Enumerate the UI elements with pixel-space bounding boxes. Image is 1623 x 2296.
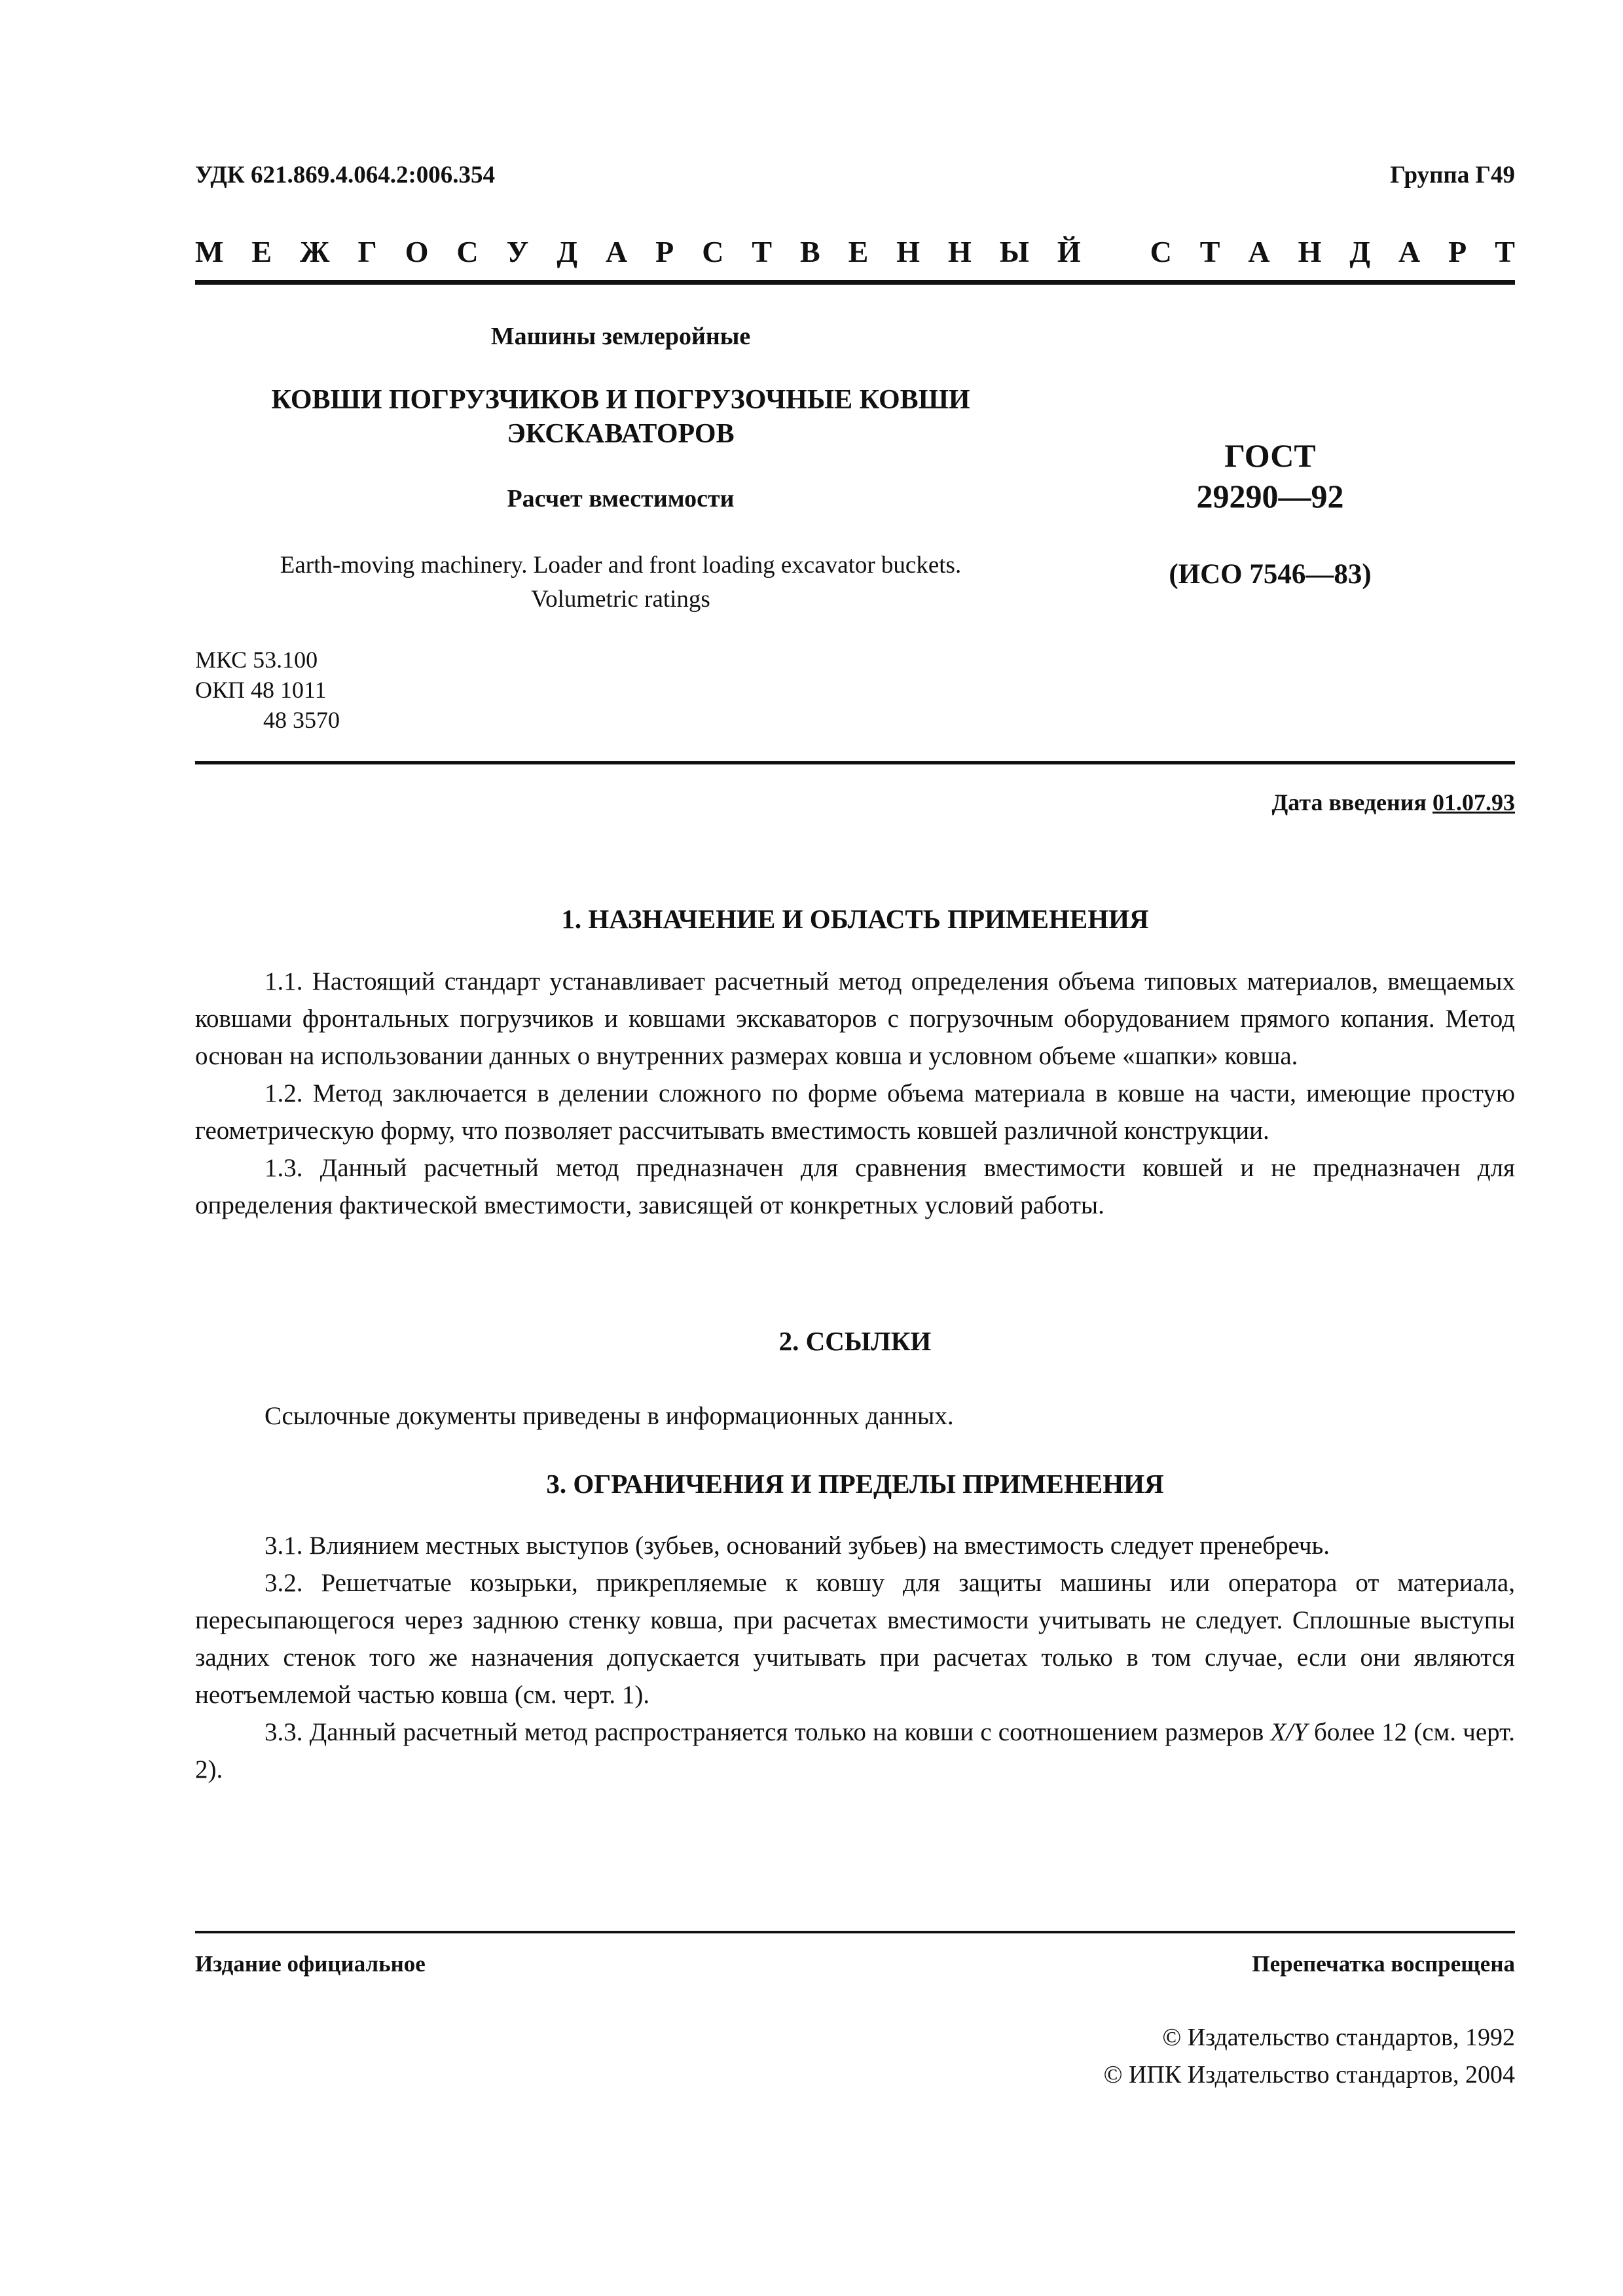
banner-letter: Н bbox=[896, 235, 921, 268]
top-rule bbox=[195, 280, 1515, 285]
subject-line: Машины землеройные bbox=[490, 323, 751, 350]
group-code: Группа Г49 bbox=[1390, 162, 1515, 188]
english-title-line-1: Earth-moving machinery. Loader and front loading excavator buckets. bbox=[280, 552, 962, 579]
official-edition: Издание официальное bbox=[195, 1951, 426, 1977]
banner-letter: С bbox=[456, 235, 479, 268]
banner-letter: У bbox=[506, 235, 529, 268]
banner-letter: Р bbox=[1448, 235, 1467, 268]
english-title-line-2: Volumetric ratings bbox=[531, 586, 710, 613]
document-title bbox=[195, 383, 1046, 451]
paragraph-3-3-start: 3.3. Данный расчетный метод распространяется только на ковши с соотношением размеров bbox=[264, 1718, 1271, 1746]
paragraph-3-2: 3.2. Решетчатые козырьки, прикрепляемые к ковшу для защиты машины или оператора от материала, пересыпающегося через заднюю стенку ковша, при расчетах вместимости учитывать не следует. Сплошные выступы задних стенок того же назначения допускается учитывать при расчетах только в том случае, если они являются неотъемлемой частью ковша (см. черт. 1). bbox=[195, 1569, 1515, 1709]
paragraph-3-3 bbox=[195, 1713, 1515, 1788]
section-2-body bbox=[195, 1397, 1515, 1435]
paragraph-3-3-end: более 12 (см. черт. 2). bbox=[195, 1718, 1515, 1784]
banner-letter: Н bbox=[1298, 235, 1322, 268]
standard-banner bbox=[195, 234, 1515, 269]
iso-reference: (ИСО 7546—83) bbox=[1169, 559, 1372, 590]
title-line-2: ЭКСКАВАТОРОВ bbox=[507, 419, 735, 449]
effective-date bbox=[1272, 789, 1516, 816]
gost-label: ГОСТ bbox=[1224, 437, 1316, 474]
paragraph-1-1: 1.1. Настоящий стандарт устанавливает расчетный метод определения объема типовых материалов, вмещаемых ковшами фронтальных погрузчиков и ковшами экскаваторов с погрузочным оборудованием прямого копания. Метод основан на использовании данных о внутренних размерах ковша и условном объеме «шапки» ковша. bbox=[195, 967, 1515, 1070]
section-3-body bbox=[195, 1527, 1515, 1788]
banner-letter: Т bbox=[752, 235, 773, 268]
banner-letter: А bbox=[1398, 235, 1421, 268]
banner-letter: Д bbox=[556, 235, 577, 268]
copyright-block bbox=[1104, 2019, 1515, 2094]
section-1-body bbox=[195, 963, 1515, 1224]
title-line-1: КОВШИ ПОГРУЗЧИКОВ И ПОГРУЗОЧНЫЕ КОВШИ bbox=[271, 385, 970, 415]
paragraph-3-1: 3.1. Влиянием местных выступов (зубьев, оснований зубьев) на вместимость следует пренебречь. bbox=[264, 1532, 1330, 1560]
okp-code-1: ОКП 48 1011 bbox=[195, 677, 327, 703]
banner-letter: Е bbox=[251, 235, 272, 268]
banner-letter: В bbox=[800, 235, 820, 268]
paragraph-1-2: 1.2. Метод заключается в делении сложного по форме объема материала в ковше на части, имеющие простую геометрическую форму, что позволяет рассчитывать вместимость ковшей различной конструкции. bbox=[195, 1079, 1515, 1145]
banner-letter: Р bbox=[655, 235, 674, 268]
classification-codes bbox=[195, 645, 340, 735]
banner-letter: Т bbox=[1495, 235, 1515, 268]
ratio-symbol: X/Y bbox=[1270, 1718, 1307, 1746]
header-bottom-rule bbox=[195, 761, 1515, 764]
date-label: Дата введения bbox=[1271, 789, 1432, 816]
section-3-heading: 3. ОГРАНИЧЕНИЯ И ПРЕДЕЛЫ ПРИМЕНЕНИЯ bbox=[546, 1469, 1164, 1499]
banner-letter: С bbox=[1150, 235, 1172, 268]
copyright-2004: © ИПК Издательство стандартов, 2004 bbox=[1103, 2061, 1515, 2089]
reprint-prohibited: Перепечатка воспрещена bbox=[1252, 1951, 1515, 1977]
banner-letter bbox=[1109, 234, 1122, 269]
banner-letter: Ы bbox=[999, 235, 1029, 268]
banner-letter: Д bbox=[1349, 235, 1370, 268]
banner-letter: Й bbox=[1057, 235, 1081, 268]
paragraph-2-1: Ссылочные документы приведены в информационных данных. bbox=[264, 1402, 954, 1430]
english-title bbox=[195, 548, 1046, 617]
gost-code: 29290—92 bbox=[1196, 478, 1344, 514]
banner-letter: М bbox=[195, 235, 224, 268]
mks-code: МКС 53.100 bbox=[195, 647, 318, 673]
footer-rule bbox=[195, 1931, 1515, 1933]
banner-letter: Н bbox=[948, 235, 972, 268]
banner-letter: Т bbox=[1199, 235, 1220, 268]
banner-letter: О bbox=[405, 235, 429, 268]
copyright-1992: © Издательство стандартов, 1992 bbox=[1162, 2024, 1515, 2051]
gost-number bbox=[1133, 435, 1408, 516]
section-2-heading: 2. ССЫЛКИ bbox=[778, 1326, 932, 1356]
paragraph-1-3: 1.3. Данный расчетный метод предназначен для сравнения вместимости ковшей и не предназначен для определения фактической вместимости, зависящей от конкретных условий работы. bbox=[195, 1154, 1515, 1219]
banner-letter: А bbox=[1248, 235, 1270, 268]
date-value: 01.07.93 bbox=[1432, 789, 1515, 816]
section-1-heading: 1. НАЗНАЧЕНИЕ И ОБЛАСТЬ ПРИМЕНЕНИЯ bbox=[561, 904, 1149, 934]
banner-letter: Ж bbox=[300, 235, 330, 268]
banner-letter: С bbox=[702, 235, 724, 268]
banner-letter: Е bbox=[848, 235, 869, 268]
banner-letter: Г bbox=[357, 235, 377, 268]
banner-letter: А bbox=[605, 235, 628, 268]
okp-code-2: 48 3570 bbox=[263, 707, 340, 733]
udk-code: УДК 621.869.4.064.2:006.354 bbox=[195, 162, 496, 188]
document-subtitle: Расчет вместимости bbox=[507, 485, 735, 512]
